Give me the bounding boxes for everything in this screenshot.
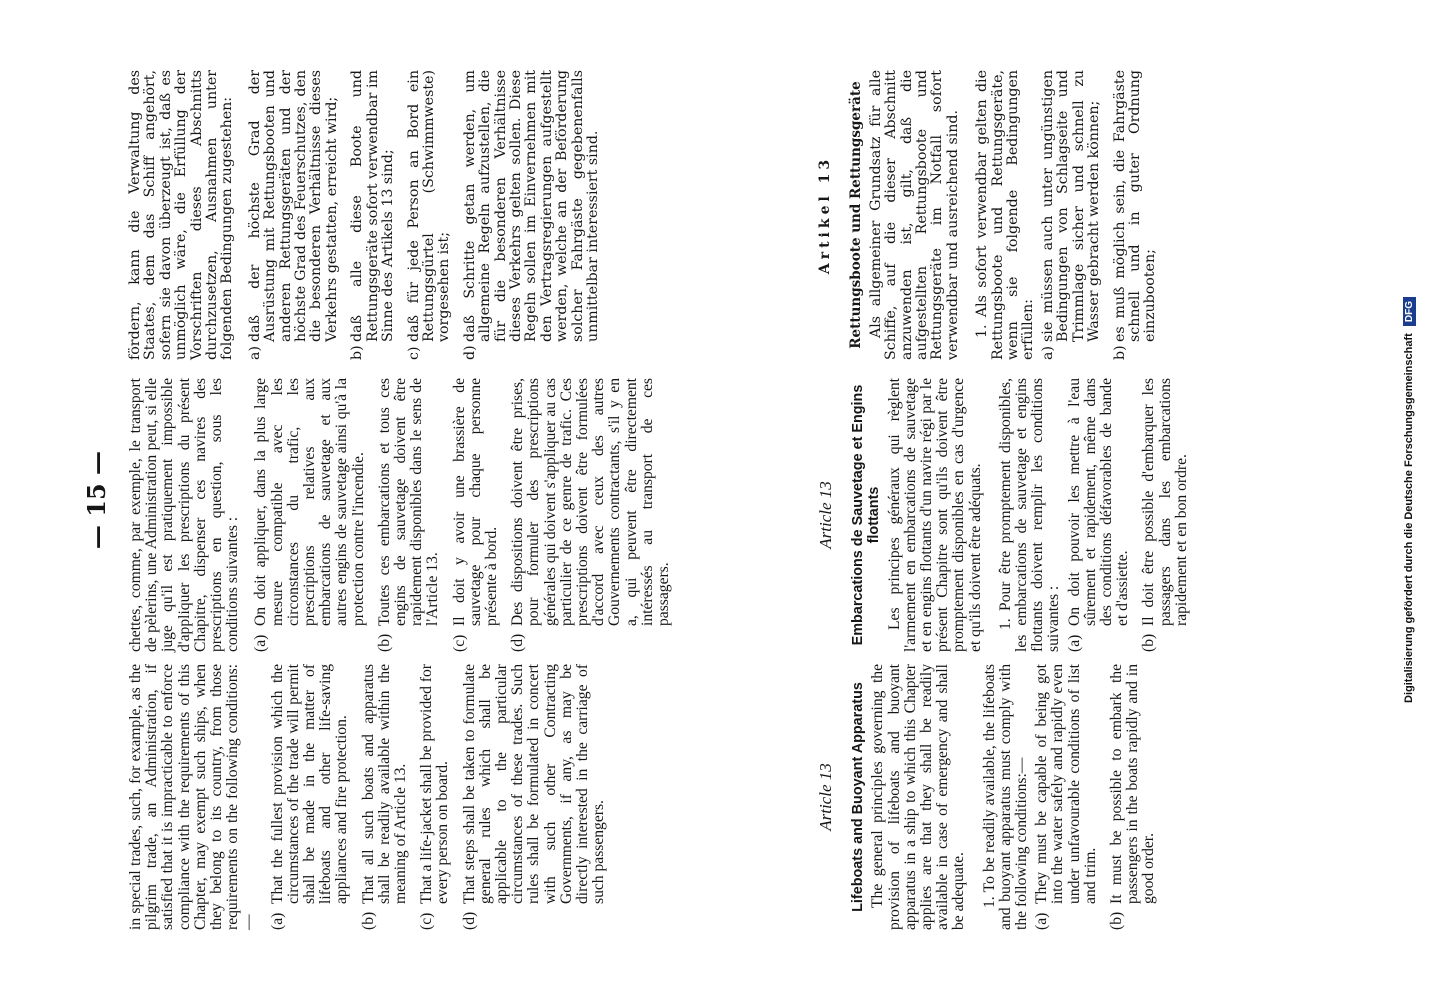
english-column-upper xyxy=(127,664,608,930)
french-intro-text: chettes, comme, par exemple, le transport de pèlerins, une Administration peut, si elle juge qu'il est pratiquement impossible d'appliquer les prescriptions du présent Chapitre, dispenser ces navires des prescriptions en question, sous les conditions suivantes : xyxy=(127,378,242,652)
paragraph-1: 1. Pour être promptement disponibles, les embarcations de sauvetage et engins flottants doivent remplir les conditions suivantes : xyxy=(996,378,1063,652)
french-conditions-list xyxy=(253,378,672,652)
list-item: (c) That a life-jacket shall be provided for every person on board. xyxy=(418,664,452,930)
list-item: c) daß für jede Person an Bord ein Rettungsgürtel (Schwimmweste) vorgesehen ist; xyxy=(405,70,453,360)
german-column-upper xyxy=(127,70,601,360)
english-intro-text: in special trades, such, for example, as the pilgrim trade, an Administration, if satisfied that it is impracticable to enforce compliance with the requirements of this Chapter, may exempt such ships, when they belong to its country, from those requirements on the following conditions:— xyxy=(127,664,258,930)
digitization-credit xyxy=(1403,0,1416,1000)
list-item: (a) They must be capable of being got into the water safely and rapidly even under unfavourable conditions of list and trim. xyxy=(1033,664,1099,930)
german-conditions-list xyxy=(248,70,602,360)
page-number: — 15 — xyxy=(82,450,111,550)
english-column-lower xyxy=(790,664,1330,930)
list-item: (a) On doit appliquer, dans la plus large mesure compatible avec les circonstances du trafic, les prescriptions relatives aux embarcations de sauvetage et aux autres engins de sauvetage ainsi qu'à la protection contre l'incendie. xyxy=(252,378,367,652)
list-item: (d) Des dispositions doivent être prises, pour formuler des prescriptions générales qui doivent s'appliquer au cas particulier de ce genre de trafic. Ces prescriptions doivent être formulées d'accord avec ceux des autres Gouvernements contractants, s'il y en a, qui peuvent être directement intéressés au transport de ces passagers. xyxy=(509,378,673,652)
article-title: Lifeboats and Buoyant Apparatus xyxy=(850,682,867,912)
paragraph-1: 1. Als sofort verwendbar gelten die Rettungsboote und Rettungsgeräte, wenn sie folgende Bedingungen erfüllen: xyxy=(974,70,1037,360)
list-item: (b) Il doit être possible d'embarquer les passagers dans les embarcations rapidement et en bon ordre. xyxy=(1140,378,1190,652)
paragraph-1: 1. To be readily available, the lifeboats and buoyant apparatus must comply with the following conditions:— xyxy=(980,664,1031,930)
list-item: b) daß alle diese Boote und Rettungsgeräte sofort verwendbar im Sinne des Artikels 13 sind; xyxy=(349,70,397,360)
german-intro-text: fördern, kann die Verwaltung des Staates, dem das Schiff angehört, sofern sie davon überzeugt ist, daß es unmöglich wäre, die Erfüllung der Vorschriften dieses Abschnitts durchzusetzen, Ausnahmen unter folgenden Bedingungen zugestehen: xyxy=(127,70,236,360)
list-item: (b) That all such boats and apparatus shall be readily available within the meaning of Article 13. xyxy=(359,664,410,930)
credit-text: Digitalisierung gefördert durch die Deutsche Forschungsgemeinschaft xyxy=(1403,333,1415,703)
german-para1-list xyxy=(1041,70,1159,360)
article-intro: The general principles governing the provision of lifeboats and buoyant apparatus in a ship to which this Chapter applies are that they shall be readily available in case of emergency and shall be adequate. xyxy=(869,664,968,930)
list-item: a) sie müssen auch unter ungünstigen Bedingungen von Schlagseite und Trimmlage sicher und schnell zu Wasser gebracht werden können; xyxy=(1039,70,1103,360)
list-item: (a) That the fullest provision which the circumstances of the trade will permit shall be made in the matter of lifeboats and other life-saving appliances and fire protection. xyxy=(268,664,351,930)
list-item: (b) Toutes ces embarcations et tous ces engins de sauvetage doivent être rapidement disponibles dans le sens de l'Article 13. xyxy=(375,378,442,652)
article-intro: Als allgemeiner Grundsatz für alle Schiffe, auf die dieser Abschnitt anzuwenden ist, gilt, daß die aufgestellten Rettungsboote und Rettungsgeräte im Notfall sofort verwendbar und ausreichend sind. xyxy=(867,70,961,360)
list-item: a) daß der höchste Grad der Ausrüstung mit Rettungsbooten und anderen Rettungsgeräten und der höchste Grad des Feuerschutzes, den die besonderen Verhältnisse dieses Verkehrs gestatten, erreicht wird; xyxy=(246,70,340,360)
french-column-lower xyxy=(790,378,1330,652)
french-column-upper xyxy=(127,378,673,652)
list-item: (a) On doit pouvoir les mettre à l'eau sûrement et rapidement, même dans des conditions défavorables de bande et d'assiette. xyxy=(1065,378,1132,652)
article-title: Rettungsboote und Rettungsgeräte xyxy=(848,81,865,349)
dfg-logo: DFG xyxy=(1403,297,1416,326)
french-para1-list xyxy=(1067,378,1190,652)
list-item: d) daß Schritte getan werden, um allgemeine Regeln aufzustellen, die für die besonderen Verhältnisse dieses Verkehrs gelten sollen. Diese Regeln sollen im Einvernehmen mit den Vertragsregierungen aufgestellt werden, welche an der Beförderung solcher Fahrgäste gegebenenfalls unmittelbar interessiert sind. xyxy=(461,70,601,360)
list-item: (b) It must be possible to embark the passengers in the boats rapidly and in good order. xyxy=(1108,664,1158,930)
upper-section xyxy=(127,0,673,1000)
german-column-lower xyxy=(790,70,1330,360)
article-intro: Les principes généraux qui règlent l'armement en embarcations de sauvetage et en engins flottants d'un navire régi par le présent Chapitre sont qu'ils doivent être promptement disponibles en cas d'urgence et qu'ils doivent être adéquats. xyxy=(885,378,984,652)
article-heading: Artikel 13 xyxy=(817,155,833,275)
article-title: Embarcations de Sauvetage et Engins flottants xyxy=(850,384,883,646)
english-para1-list xyxy=(1034,664,1157,930)
list-item: (d) That steps shall be taken to formulate general rules which shall be applicable to the particular circumstances of these trades. Such rules shall be formulated in concert with such other Contracting Governments, if any, as may be directly interested in the carriage of such passengers. xyxy=(460,664,608,930)
english-conditions-list xyxy=(270,664,608,930)
list-item: (c) Il doit y avoir une brassière de sauvetage pour chaque personne présente à bord. xyxy=(450,378,501,652)
article-heading: Article 13 xyxy=(816,763,835,831)
lower-section xyxy=(790,0,1330,1000)
list-item: b) es muß möglich sein, die Fahrgäste schnell und in guter Ordnung einzubooten; xyxy=(1111,70,1159,360)
article-heading: Article 13 xyxy=(816,481,835,549)
